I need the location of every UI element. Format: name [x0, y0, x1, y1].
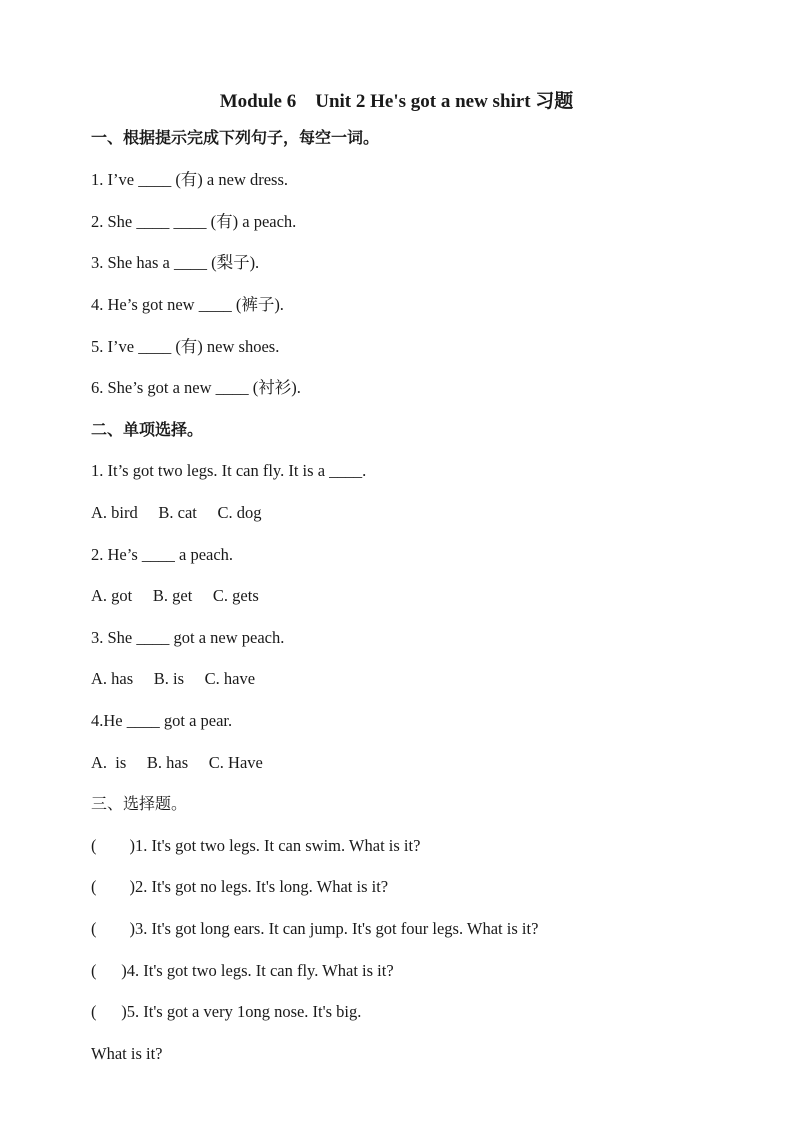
- page-title: Module 6 Unit 2 He's got a new shirt 习题: [219, 91, 574, 112]
- section3-heading: 三、选择题。: [91, 794, 188, 813]
- section3-item-5-continued: What is it?: [91, 1044, 163, 1063]
- section3-item-4: ( )4. It's got two legs. It can fly. What is it?: [91, 961, 394, 980]
- section2-options-3: A. has B. is C. have: [91, 669, 256, 688]
- section2-question-1: 1. It’s got two legs. It can fly. It is a ____.: [91, 461, 367, 480]
- section2-question-2: 2. He’s ____ a peach.: [91, 545, 234, 564]
- section2-heading: 二、单项选择。: [91, 420, 204, 439]
- section1-item-2: 2. She ____ ____ (有) a peach.: [91, 212, 297, 231]
- section1-item-1: 1. I’ve ____ (有) a new dress.: [91, 170, 289, 189]
- section3-item-1: ( )1. It's got two legs. It can swim. What is it?: [91, 836, 421, 855]
- section1-item-3: 3. She has a ____ (梨子).: [91, 253, 260, 272]
- section2-question-4: 4.He ____ got a pear.: [91, 711, 233, 730]
- section3-item-5: ( )5. It's got a very 1ong nose. It's big.: [91, 1002, 362, 1021]
- section3-item-3: ( )3. It's got long ears. It can jump. It's got four legs. What is it?: [91, 919, 539, 938]
- section2-options-2: A. got B. get C. gets: [91, 586, 259, 605]
- section1-heading: 一、根据提示完成下列句子，每空一词。: [91, 128, 380, 147]
- section1-item-5: 5. I’ve ____ (有) new shoes.: [91, 337, 280, 356]
- section2-options-4: A. is B. has C. Have: [91, 753, 263, 772]
- section1-item-4: 4. He’s got new ____ (裤子).: [91, 295, 284, 314]
- section2-question-3: 3. She ____ got a new peach.: [91, 628, 285, 647]
- section3-item-2: ( )2. It's got no legs. It's long. What is it?: [91, 877, 389, 896]
- section2-options-1: A. bird B. cat C. dog: [91, 503, 262, 522]
- section1-item-6: 6. She’s got a new ____ (衬衫).: [91, 378, 301, 397]
